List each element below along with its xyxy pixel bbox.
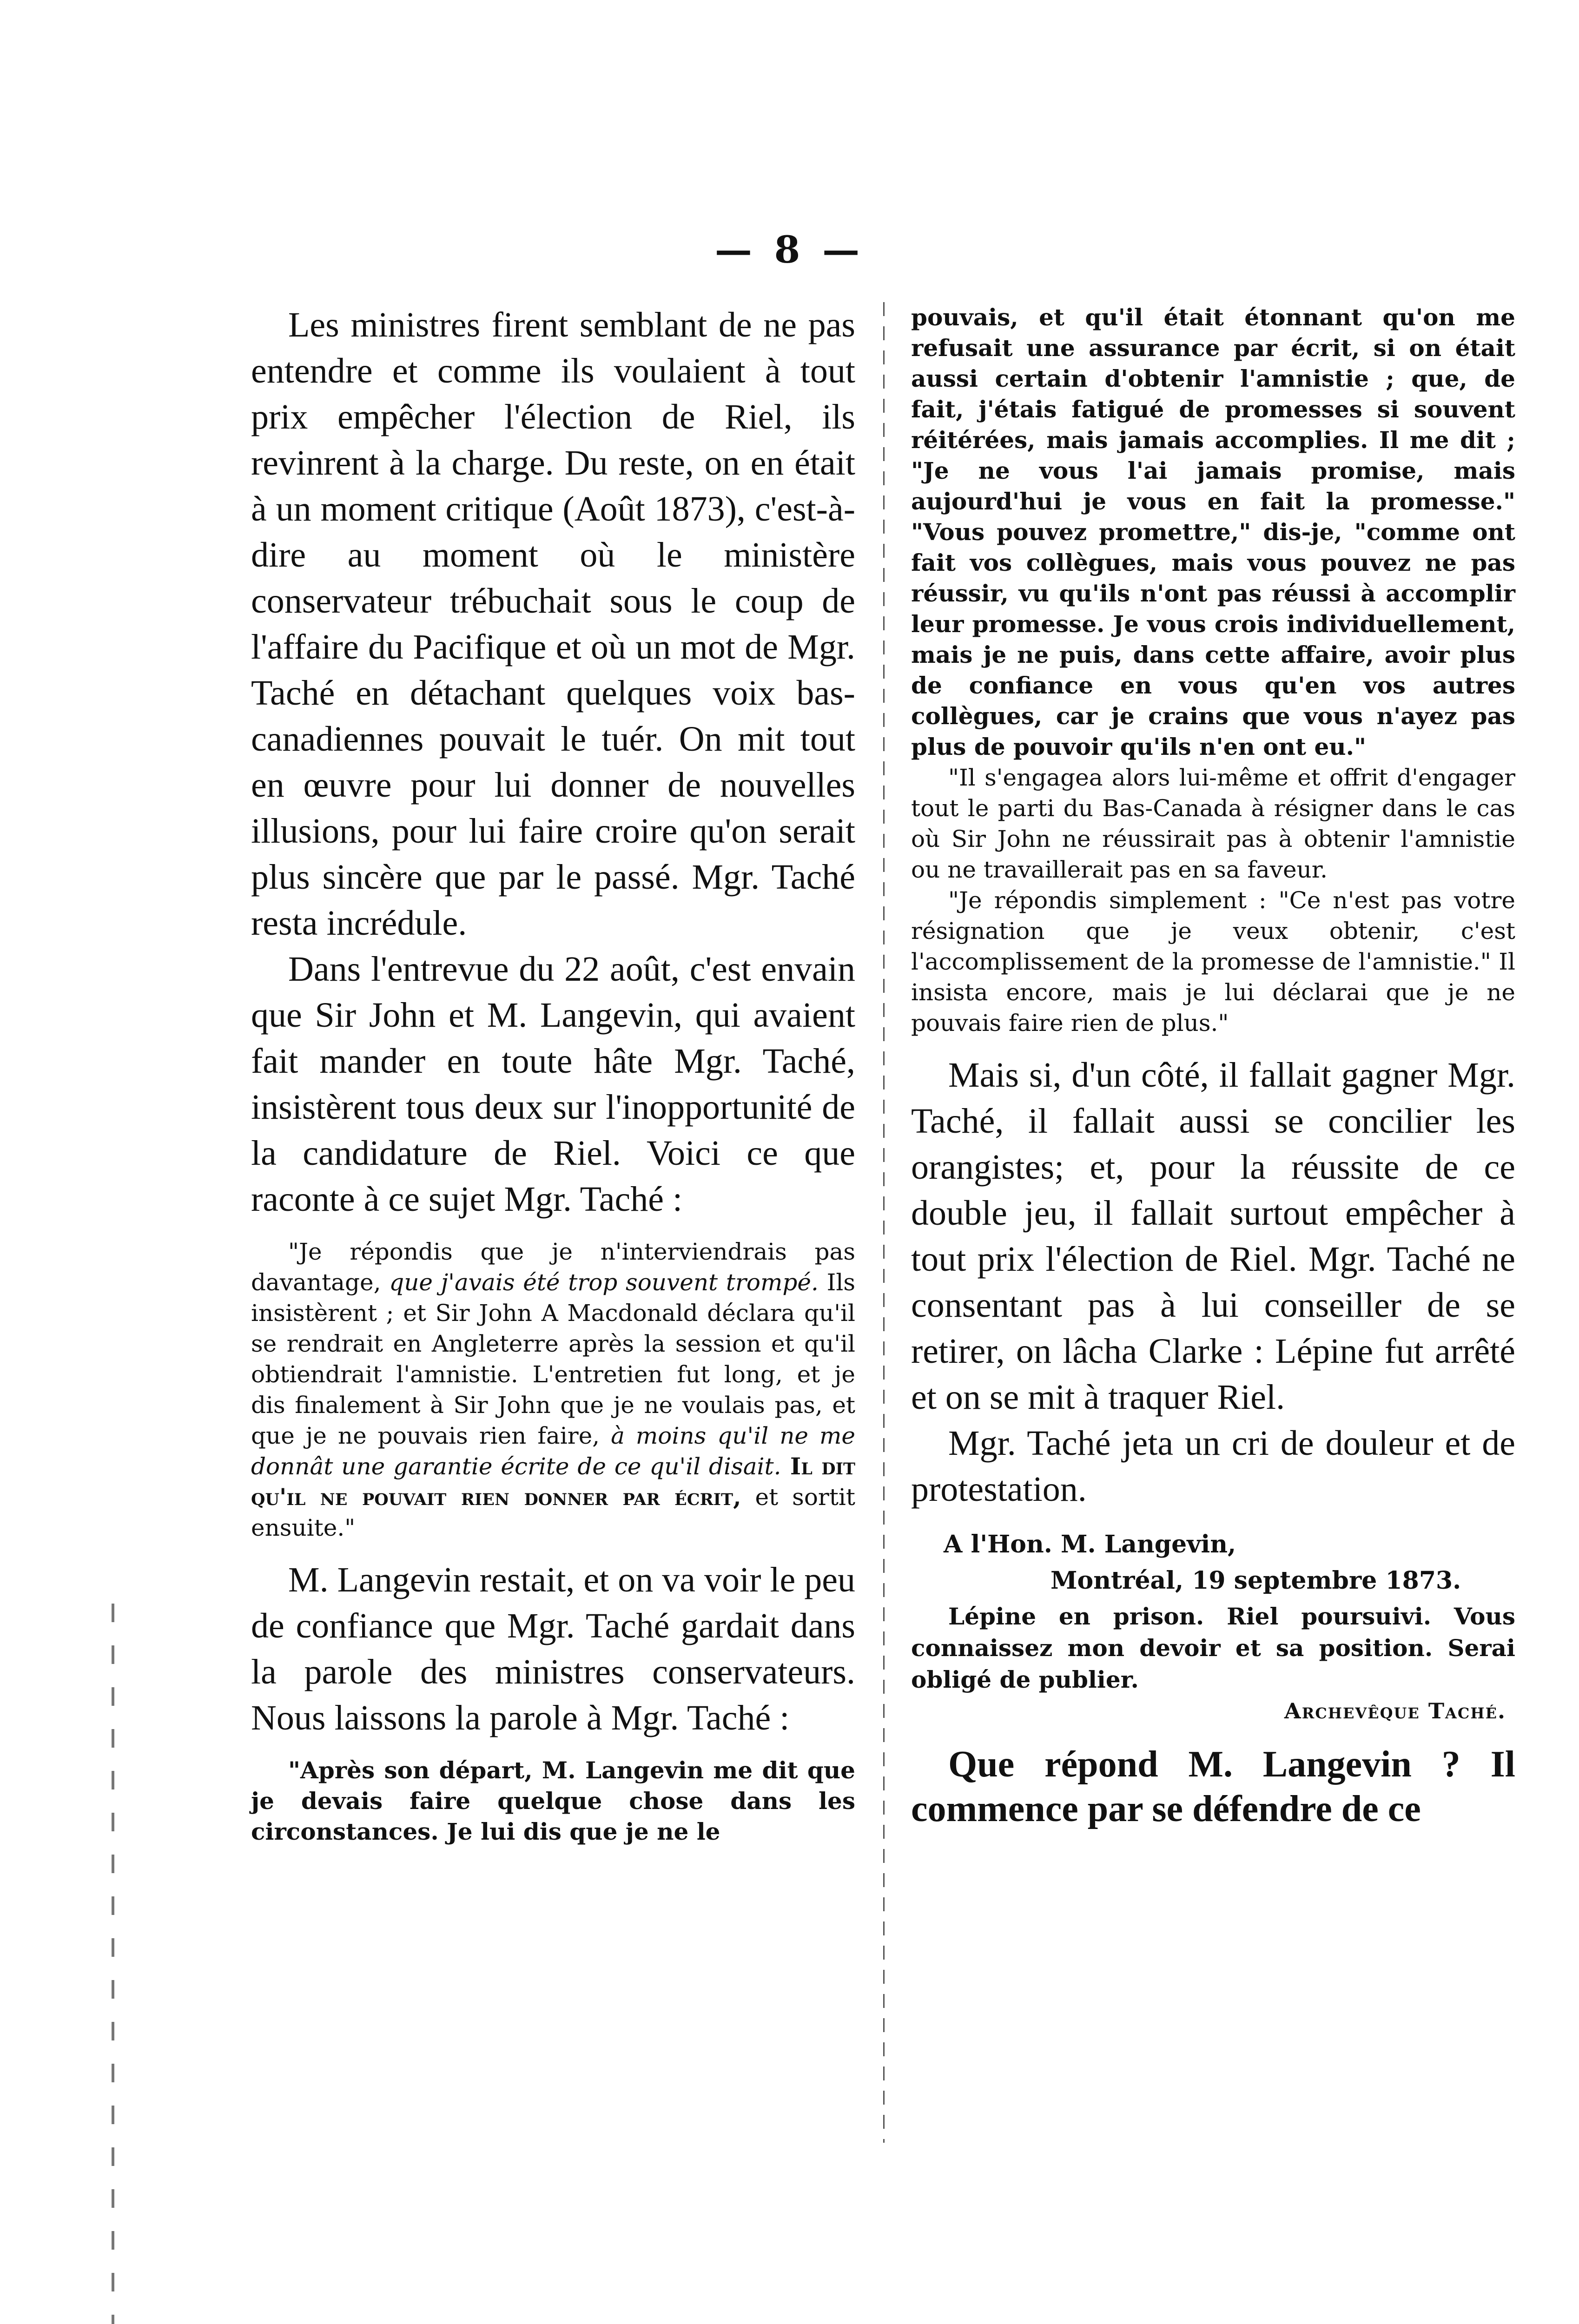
paragraph-entrevue: Dans l'entrevue du 22 août, c'est envain que Sir John et M. Langevin, qui avaient fait mander en toute hâte Mgr. Taché, insistèrent tous deux sur l'inopportunité de la candidature de Riel. Voici ce que raconte à ce sujet Mgr. Taché : — [251, 950, 855, 1219]
paragraph-langevin-restait: M. Langevin restait, et on va voir le peu de confiance que Mgr. Taché gardait dans la parole des ministres conservateurs. Nous laissons la parole à Mgr. Taché : — [251, 1560, 855, 1737]
quote-italic: à moins qu'il ne me donnât une garantie écrite de ce qu'il disait. — [251, 1422, 855, 1480]
quote-repondis: "Je répondis simplement : "Ce n'est pas votre résignation que je veux obtenir, c'est l'accomplissement de la promesse de l'amnistie." Il insista encore, mais je lui déclarai que je ne pouvais faire rien de plus." — [911, 887, 1515, 1037]
telegram-signature: Archevêque Taché. — [1284, 1698, 1506, 1723]
quote-text: "Je répondis que je n'interviendrais pas davantage, — [251, 1238, 855, 1296]
paragraph-que-repond: Que répond M. Langevin ? Il commence par se défendre de ce — [911, 1744, 1515, 1829]
quote-text: Ils insistèrent ; et Sir John A Macdonald déclara qu'il se rendrait en Angleterre après la session et qu'il obtiendrait l'amnistie. L'entretien fut long, et je dis finalement à Sir John que je ne voulais pas, et que je ne pouvais rien faire, — [251, 1269, 855, 1449]
paragraph-cri: Mgr. Taché jeta un cri de douleur et de protestation. — [911, 1424, 1515, 1509]
telegram-date: Montréal, 19 septembre 1873. — [1050, 1566, 1461, 1595]
paragraph-ministres: Les ministres firent semblant de ne pas entendre et comme ils voulaient à tout prix empêcher l'élection de Riel, ils revinrent à la charge. Du reste, on en était à un moment critique (Août 1873), c'est-à-dire au moment où le ministère conservateur trébuchait sous le coup de l'affaire du Pacifique et où un mot de Mgr. Taché en détachant quelques voix bas-canadiennes pouvait le tuér. On mit tout en œuvre pour lui donner de nouvelles illusions, pour lui faire croire qu'on serait plus sincère que par le passé. Mgr. Taché resta incrédule. — [251, 305, 855, 943]
quote-continuation: pouvais, et qu'il était étonnant qu'on me refusait une assurance par écrit, si on était aussi certain d'obtenir l'amnistie ; que, de fait, j'étais fatigué de promesses si souvent réitérées, mais jamais accomplies. Il me dit ; "Je ne vous l'ai jamais promise, mais aujourd'hui je vous en fait la promesse." "Vous pouvez promettre," dis-je, "comme ont fait vos collègues, mais vous pouvez ne pas réussir, vu qu'ils n'ont pas réussi à accomplir leur promesse. Je vous crois individuellement, mais je ne puis, dans cette affaire, avoir plus de confiance en vous qu'en vos autres collègues, car je crains que vous n'ayez pas plus de pouvoir qu'ils n'en ont eu." — [911, 304, 1515, 760]
quote-engagea: "Il s'engagea alors lui-même et offrit d'engager tout le parti du Bas-Canada à résigner dans le cas où Sir John ne réussirait pas à obtenir l'amnistie ou ne travaillerait pas en sa faveur. — [911, 764, 1515, 883]
quote-text: et sortit ensuite." — [251, 1484, 855, 1541]
right-column — [911, 302, 1515, 1831]
telegram-recipient: A l'Hon. M. Langevin, — [944, 1530, 1236, 1558]
paragraph-mais-si: Mais si, d'un côté, il fallait gagner Mgr. Taché, il fallait aussi se concilier les orangistes; et, pour la réussite de ce double jeu, il fallait surtout empêcher à tout prix l'élection de Riel. Mgr. Taché ne consentant pas à lui conseiller de se retirer, on lâcha Clarke : Lépine fut arrêté et on se mit à traquer Riel. — [911, 1056, 1515, 1417]
quote-italic: que j'avais été trop souvent trompé. — [389, 1269, 819, 1296]
column-divider — [883, 302, 885, 2143]
quote-apres-depart: "Après son départ, M. Langevin me dit que je devais faire quelque chose dans les circonstances. Je lui dis que je ne le — [251, 1756, 855, 1845]
quote-tache-sir-john — [251, 1236, 855, 1543]
quote-small-caps: Il dit qu'il ne pouvait rien donner par écrit, — [251, 1452, 855, 1511]
scan-edge-artifact — [112, 1604, 114, 2324]
page-number: — 8 — — [714, 228, 865, 271]
left-column — [251, 302, 855, 1847]
telegram-body: Lépine en prison. Riel poursuivi. Vous connaissez mon devoir et sa position. Serai obligé de publier. — [911, 1603, 1515, 1693]
